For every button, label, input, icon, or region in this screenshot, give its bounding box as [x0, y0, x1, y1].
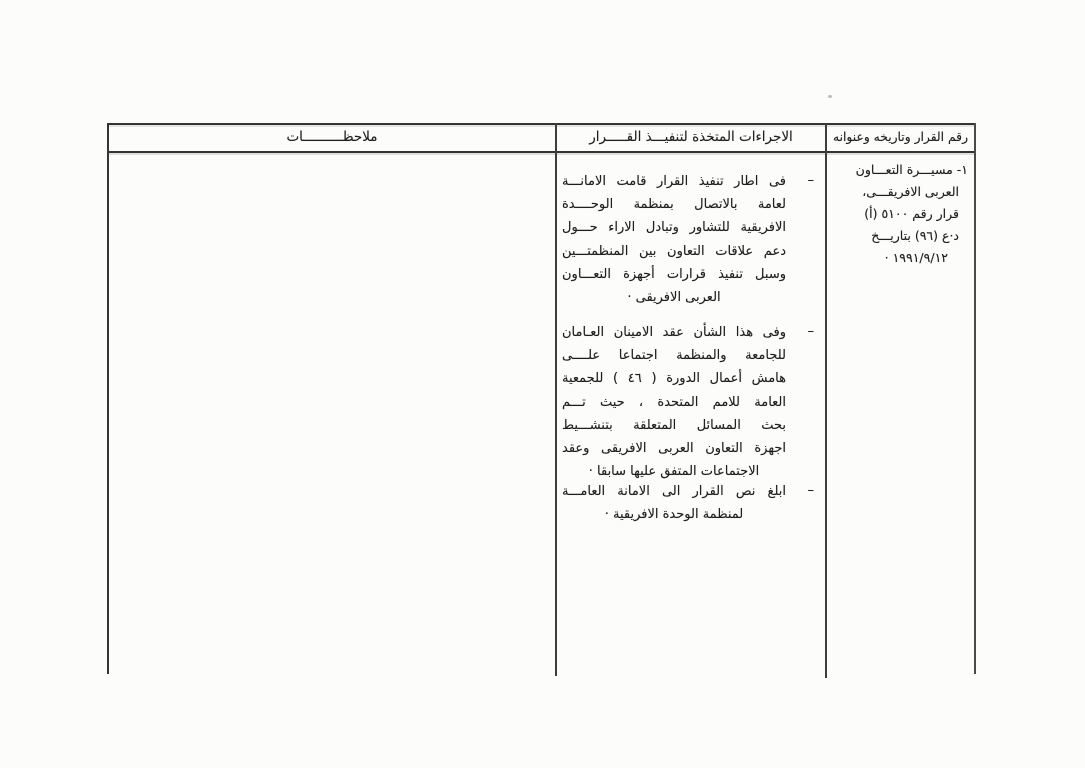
- paragraph-lines: [562, 480, 786, 526]
- text-line: وفى هذا الشأن عقد الامينان العـامان: [562, 325, 786, 340]
- notes-cell: [110, 155, 553, 670]
- decision-title-line: العربى الافريقـــى،: [862, 184, 959, 199]
- bullet-dash: –: [807, 483, 814, 498]
- action-paragraph: [562, 480, 822, 526]
- action-paragraph: [562, 321, 822, 483]
- paragraph-lines: [562, 170, 786, 309]
- decision-title-line: ١- مسيـــرة التعـــاون: [855, 162, 968, 177]
- text-line: للجامعة والمنظمة اجتماعا علــــى: [562, 348, 786, 364]
- text-line: دعم علاقات التعاون بين المنظمتـــين: [562, 243, 786, 259]
- text-line: هامش أعمال الدورة ( ٤٦ ) للجمعية: [562, 371, 786, 387]
- paragraph-lines: [562, 321, 786, 483]
- column-divider-notes: [555, 123, 557, 676]
- action-paragraph: [562, 170, 822, 309]
- text-line: لمنظمة الوحدة الافريقية ·: [604, 507, 744, 523]
- text-line: اجهزة التعاون العربى الافريقى وعقد: [562, 441, 786, 457]
- decision-session-line: د·ع (٩٦) بتاريـــخ: [871, 228, 959, 243]
- text-line: وسبل تنفيذ قرارات أجهزة التعـــاون: [562, 266, 786, 282]
- table-border-right: [974, 123, 976, 674]
- column-header-decision: رقم القرار وتاريخه وعنوانه: [832, 130, 969, 144]
- text-line: فى اطار تنفيذ القرار قامت الامانـــة: [562, 174, 786, 189]
- column-header-notes: ملاحظــــــــــات: [286, 129, 378, 145]
- decision-info-cell: [834, 159, 968, 269]
- bullet-dash: –: [807, 324, 814, 339]
- text-line: بحث المسائل المتعلقة بتنشـــيط: [562, 417, 786, 433]
- table-border-top: [108, 123, 976, 125]
- text-line: العربى الافريقى ·: [627, 290, 721, 306]
- scan-speck: [828, 95, 832, 98]
- text-line: ابلغ نص القرار الى الامانة العامـــة: [562, 484, 786, 499]
- actions-cell: [562, 123, 822, 673]
- text-line: لعامة بالاتصال بمنظمة الوحــــدة: [562, 197, 786, 213]
- text-line: الاجتماعات المتفق عليها سابقا ·: [588, 464, 760, 480]
- column-divider-decision: [825, 123, 827, 678]
- table-header-rule: [108, 151, 976, 153]
- table-border-left: [107, 123, 109, 674]
- decision-number-line: قرار رقم ٥١٠٠ (أ): [864, 206, 959, 221]
- text-line: العامة للامم المتحدة ، حيث تـــم: [562, 394, 786, 410]
- bullet-dash: –: [807, 173, 814, 188]
- column-header-actions: الاجراءات المتخذة لتنفيـــذ القـــــرار: [589, 129, 793, 145]
- decision-date-line: ١٩٩١/٩/١٢ ·: [884, 250, 948, 265]
- text-line: الافريقية للتشاور وتبادل الاراء حـــول: [562, 220, 786, 236]
